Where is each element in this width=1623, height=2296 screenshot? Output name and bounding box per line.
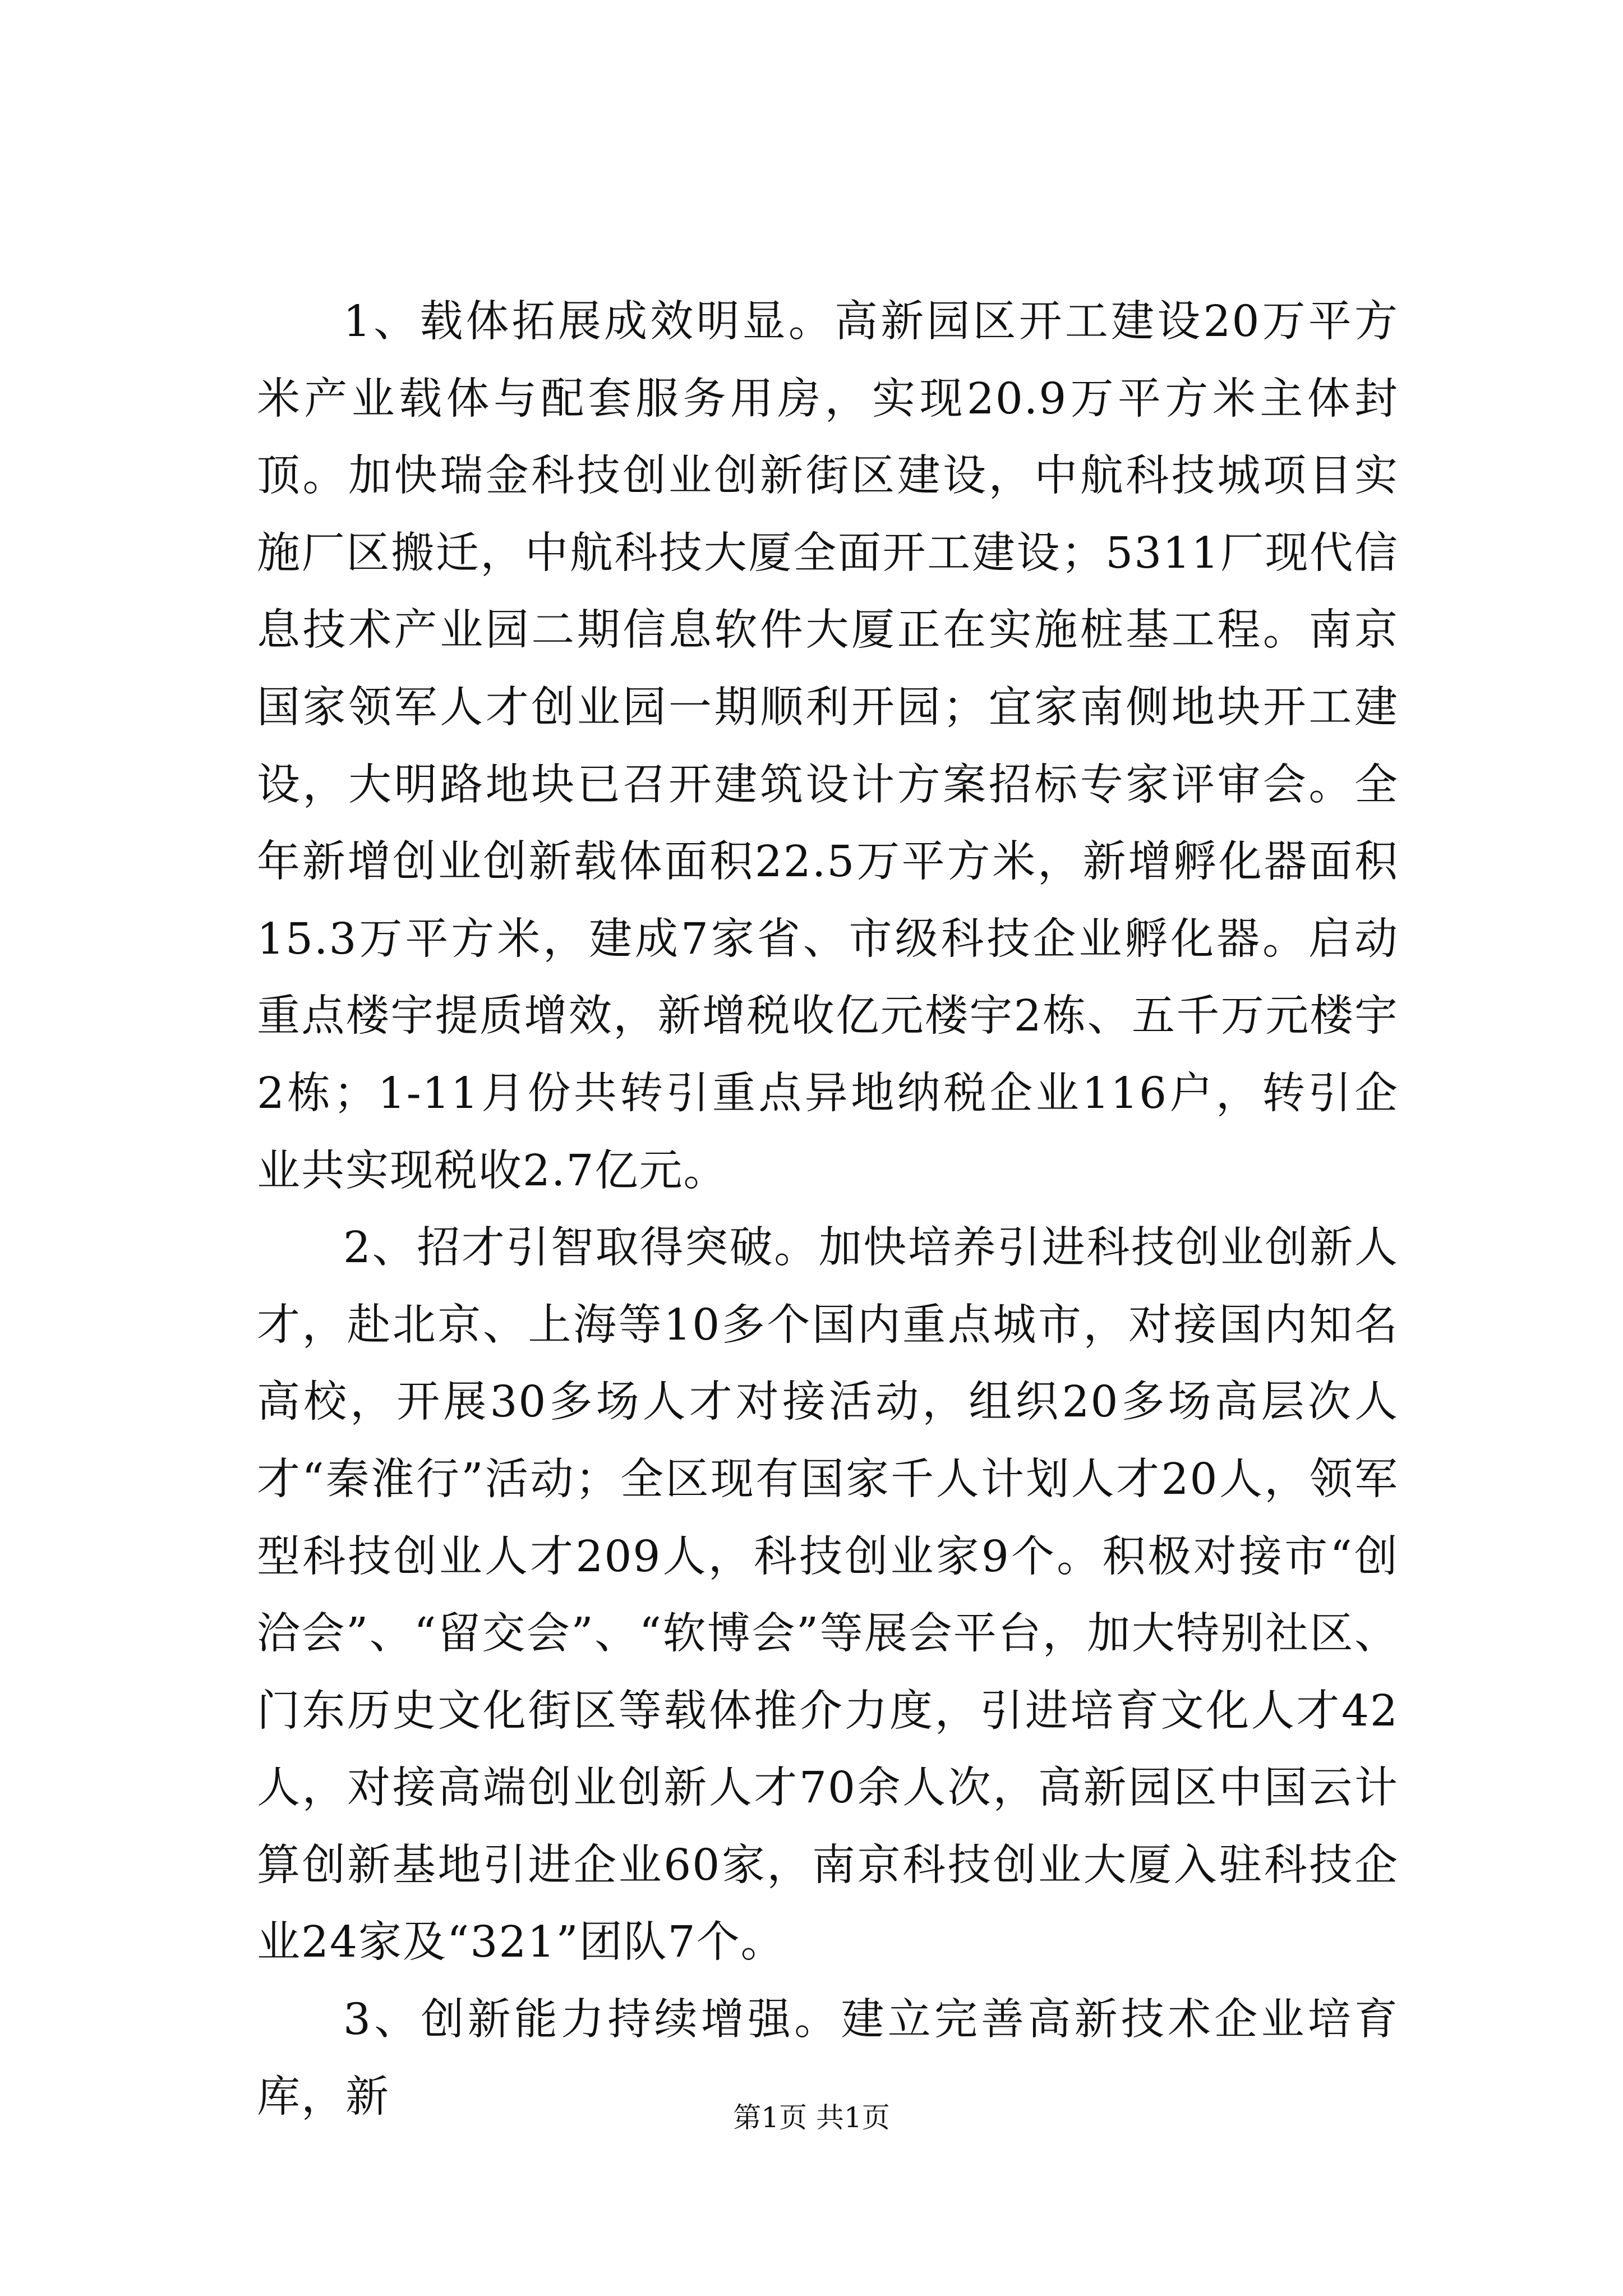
document-body	[257, 283, 1399, 2136]
paragraph-1: 1、载体拓展成效明显。高新园区开工建设20万平方米产业载体与配套服务用房，实现20.9万平方米主体封顶。加快瑞金科技创业创新街区建设，中航科技城项目实施厂区搬迁，中航科技大厦全面开工建设；5311厂现代信息技术产业园二期信息软件大厦正在实施桩基工程。南京国家领军人才创业园一期顺利开园；宜家南侧地块开工建设，大明路地块已召开建筑设计方案招标专家评审会。全年新增创业创新载体面积22.5万平方米，新增孵化器面积15.3万平方米，建成7家省、市级科技企业孵化器。启动重点楼宇提质增效，新增税收亿元楼宇2栋、五千万元楼宇2栋；1-11月份共转引重点异地纳税企业116户，转引企业共实现税收2.7亿元。	[257, 297, 1399, 1196]
paragraph-2: 2、招才引智取得突破。加快培养引进科技创业创新人才，赴北京、上海等10多个国内重点城市，对接国内知名高校，开展30多场人才对接活动，组织20多场高层次人才“秦淮行”活动；全区现有国家千人计划人才20人，领军型科技创业人才209人，科技创业家9个。积极对接市“创洽会”、“留交会”、“软博会”等展会平台，加大特别社区、门东历史文化街区等载体推介力度，引进培育文化人才42人，对接高端创业创新人才70余人次，高新园区中国云计算创新基地引进企业60家，南京科技创业大厦入驻科技企业24家及“321”团队7个。	[257, 1223, 1399, 1968]
page-footer: 第1页 共1页	[733, 2101, 890, 2134]
paragraph-3: 3、创新能力持续增强。建立完善高新技术企业培育库，新	[257, 1995, 1399, 2122]
